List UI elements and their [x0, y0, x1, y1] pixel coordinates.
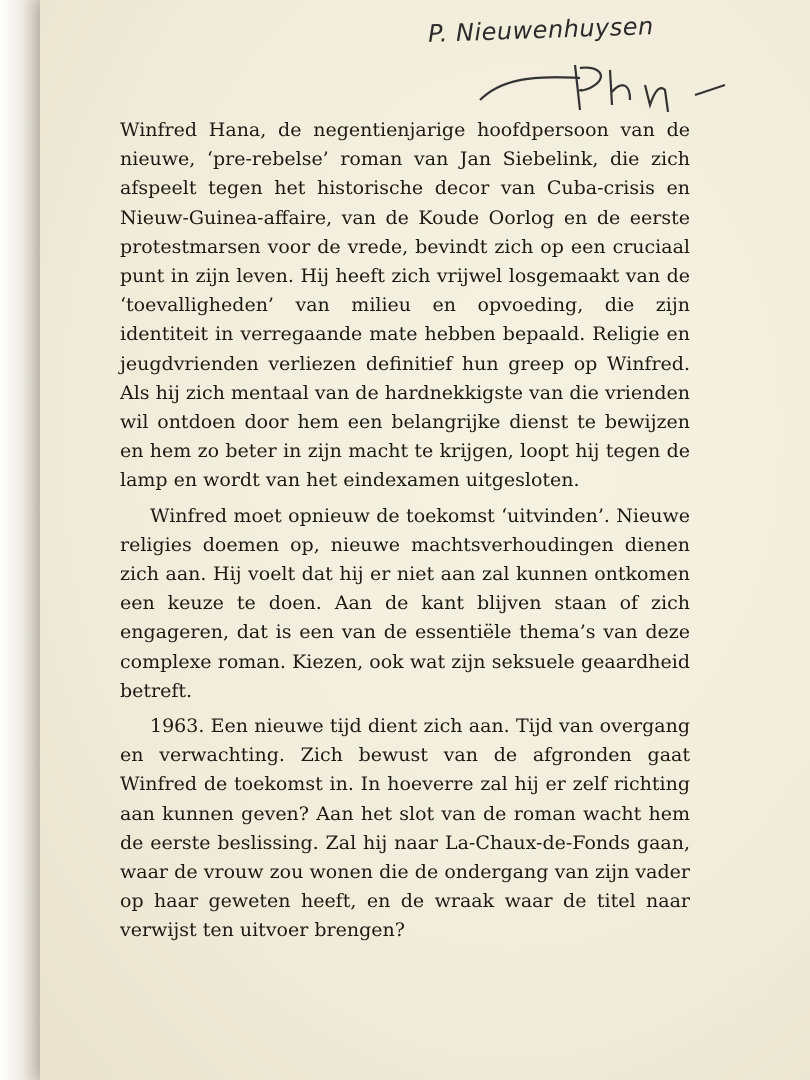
paragraph-3: 1963. Een nieuwe tijd dient zich aan. Tijd van overgang en verwachting. Zich bewust van de afgronden gaat Winfred de toekomst in. In hoeverre zal hij er zelf richting aan kunnen geven? Aan het slot van de roman wacht hem de eerste beslissing. Zal hij naar La-Chaux-de-Fonds gaan, waar de vrouw zou wonen die de ondergang van zijn vader op haar geweten heeft, en de wraak waar de titel naar verwijst ten uitvoer brengen? — [120, 715, 690, 942]
blurb-text — [120, 116, 690, 952]
handwritten-signature — [420, 10, 740, 120]
page-edge — [0, 0, 44, 1080]
paragraph-2: Winfred moet opnieuw de toekomst ‘uitvinden’. Nieuwe religies doemen op, nieuwe machtsverhoudingen dienen zich aan. Hij voelt dat hij er niet aan zal kunnen ontkomen een keuze te doen. Aan de kant blijven staan of zich engageren, dat is een van de essentiële thema’s van deze complexe roman. Kiezen, ook wat zijn seksuele geaardheid betreft. — [120, 504, 690, 702]
signature-scribble-icon — [470, 60, 730, 120]
signature-name: P. Nieuwenhuysen — [427, 12, 655, 48]
paragraph-1: Winfred Hana, de negentienjarige hoofdpersoon van de nieuwe, ‘pre-rebelse’ roman van Jan Siebelink, die zich afspeelt tegen het historische decor van Cuba-crisis en Nieuw-Guinea-affaire, van de Koude Oorlog en de eerste protestmarsen voor de vrede, bevindt zich op een cruciaal punt in zijn leven. Hij heeft zich vrijwel losgemaakt van de ‘toevalligheden’ van milieu en opvoeding, die zijn identiteit in verregaande mate hebben bepaald. Religie en jeugdvrienden verliezen definitief hun greep op Winfred. Als hij zich mentaal van de hardnekkigste van die vrienden wil ontdoen door hem een belangrijke dienst te bewijzen en hem zo beter in zijn macht te krijgen, loopt hij tegen de lamp en wordt van het eindexamen uitgesloten. — [120, 119, 690, 492]
